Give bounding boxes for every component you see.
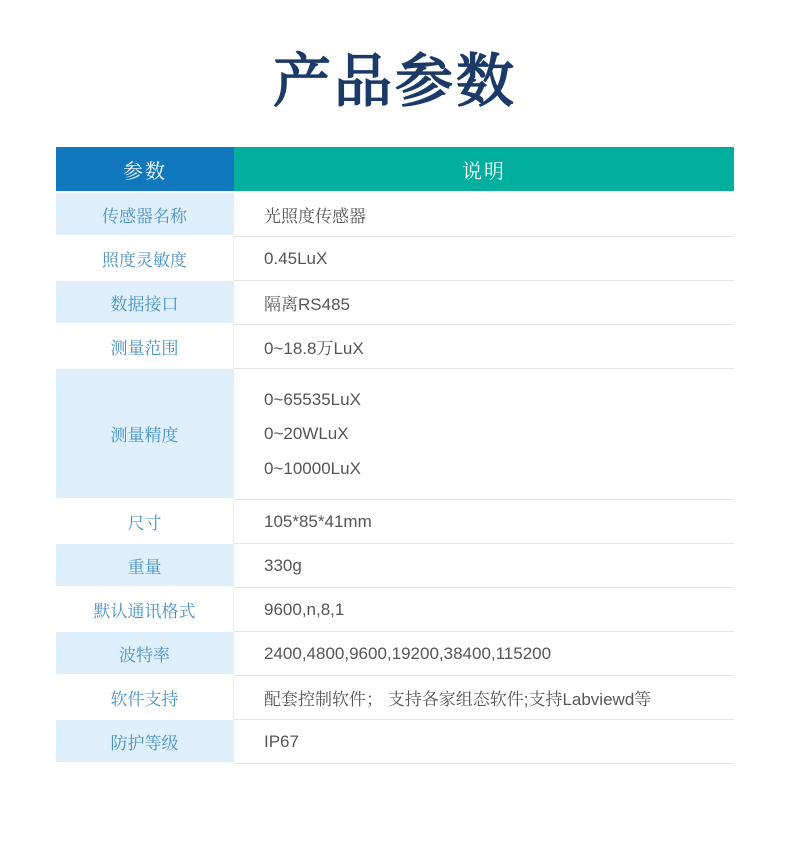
value-cell: 0~18.8万LuX [234, 325, 734, 369]
value-cell: IP67 [234, 720, 734, 764]
value-cell: 105*85*41mm [234, 500, 734, 544]
table-row [56, 500, 734, 544]
value-line: 0~20WLuX [264, 424, 349, 443]
table-header-row [56, 147, 734, 193]
table-row [56, 720, 734, 764]
table-row [56, 544, 734, 588]
param-cell: 波特率 [56, 632, 234, 676]
param-cell: 测量精度 [56, 369, 234, 500]
param-cell: 数据接口 [56, 281, 234, 325]
table-row [56, 281, 734, 325]
value-cell: 配套控制软件； 支持各家组态软件;支持Labviewd等 [234, 676, 734, 720]
table-row-measurement-accuracy [56, 369, 734, 500]
param-cell: 默认通讯格式 [56, 588, 234, 632]
param-cell: 测量范围 [56, 325, 234, 369]
param-cell: 防护等级 [56, 720, 234, 764]
table-row [56, 676, 734, 720]
param-cell: 重量 [56, 544, 234, 588]
spec-table [56, 147, 734, 764]
value-line: 0~65535LuX [264, 389, 361, 409]
param-cell: 尺寸 [56, 500, 234, 544]
table-row [56, 193, 734, 237]
value-cell: 0.45LuX [234, 237, 734, 281]
page-title: 产品参数 [272, 49, 517, 114]
param-cell: 照度灵敏度 [56, 237, 234, 281]
value-cell-multiline [234, 369, 734, 500]
table-row [56, 632, 734, 676]
table-row [56, 237, 734, 281]
value-cell: 隔离RS485 [234, 281, 734, 325]
value-cell: 9600,n,8,1 [234, 588, 734, 632]
header-cell-param: 参数 [56, 147, 234, 193]
header-cell-desc: 说明 [234, 147, 734, 193]
value-line: 0~10000LuX [264, 458, 361, 478]
value-cell: 330g [234, 544, 734, 588]
value-cell: 光照度传感器 [234, 193, 734, 237]
table-row [56, 588, 734, 632]
param-cell: 软件支持 [56, 676, 234, 720]
table-row [56, 325, 734, 369]
value-cell: 2400,4800,9600,19200,38400,115200 [234, 632, 734, 676]
param-cell: 传感器名称 [56, 193, 234, 237]
